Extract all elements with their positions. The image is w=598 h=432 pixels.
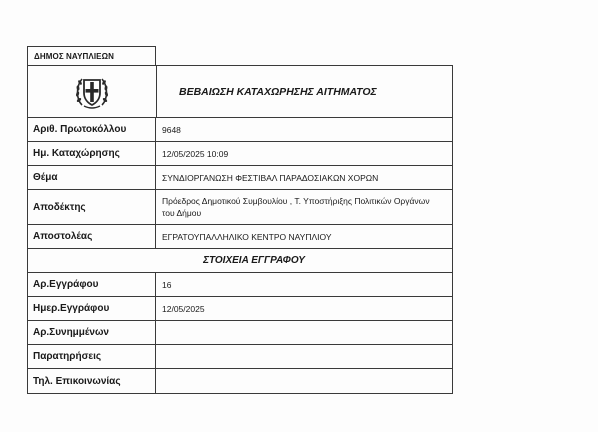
remarks-row (28, 345, 452, 369)
registration-date-row (28, 142, 452, 166)
emblem-cell (28, 66, 157, 117)
recipient-value: Πρόεδρος Δημοτικού Συμβουλίου , Τ. Υποστήριξης Πολιτικών Οργάνων του Δήμου (162, 196, 430, 218)
attachments-label: Αρ.Συνημμένων (28, 321, 156, 344)
document-section-title: ΣΤΟΙΧΕΙΑ ΕΓΓΡΑΦΟΥ (203, 255, 305, 266)
sender-value: ΕΓΡΑΤΟΥΠΑΛΛΗΛΙΚΟ ΚΕΝΤΡΟ ΝΑΥΠΛΙΟΥ (162, 231, 332, 242)
attachments-value (156, 321, 452, 344)
protocol-number-row (28, 118, 452, 142)
doc-date-label: Ημερ.Εγγράφου (28, 297, 156, 320)
contact-phone-value (156, 369, 452, 393)
registration-date-value: 12/05/2025 10:09 (162, 148, 229, 159)
recipient-label: Αποδέκτης (28, 190, 156, 224)
header-row (28, 66, 452, 118)
remarks-value (156, 345, 452, 368)
municipality-tab: ΔΗΜΟΣ ΝΑΥΠΛΙΕΩΝ (27, 46, 156, 65)
subject-row (28, 166, 452, 190)
doc-number-row (28, 273, 452, 297)
form-title: ΒΕΒΑΙΩΣΗ ΚΑΤΑΧΩΡΗΣΗΣ ΑΙΤΗΜΑΤΟΣ (179, 85, 377, 98)
doc-number-label: Αρ.Εγγράφου (28, 273, 156, 296)
contact-phone-label: Τηλ. Επικοινωνίας (28, 369, 156, 393)
doc-number-value: 16 (162, 279, 172, 290)
contact-phone-row (28, 369, 452, 393)
attachments-row (28, 321, 452, 345)
doc-date-value: 12/05/2025 (162, 303, 205, 314)
greek-coat-of-arms-icon (73, 72, 111, 112)
remarks-label: Παρατηρήσεις (28, 345, 156, 368)
protocol-number-label: Αριθ. Πρωτοκόλλου (28, 118, 156, 141)
subject-value: ΣΥΝΔΙΟΡΓΑΝΩΣΗ ΦΕΣΤΙΒΑΛ ΠΑΡΑΔΟΣΙΑΚΩΝ ΧΟΡΩΝ (162, 172, 379, 183)
document-section-header (28, 249, 452, 273)
recipient-row (28, 190, 452, 225)
registration-form (27, 65, 453, 394)
protocol-number-value: 9648 (162, 124, 181, 135)
subject-label: Θέμα (28, 166, 156, 189)
doc-date-row (28, 297, 452, 321)
registration-date-label: Ημ. Καταχώρησης (28, 142, 156, 165)
sender-label: Αποστολέας (28, 225, 156, 248)
sender-row (28, 225, 452, 249)
